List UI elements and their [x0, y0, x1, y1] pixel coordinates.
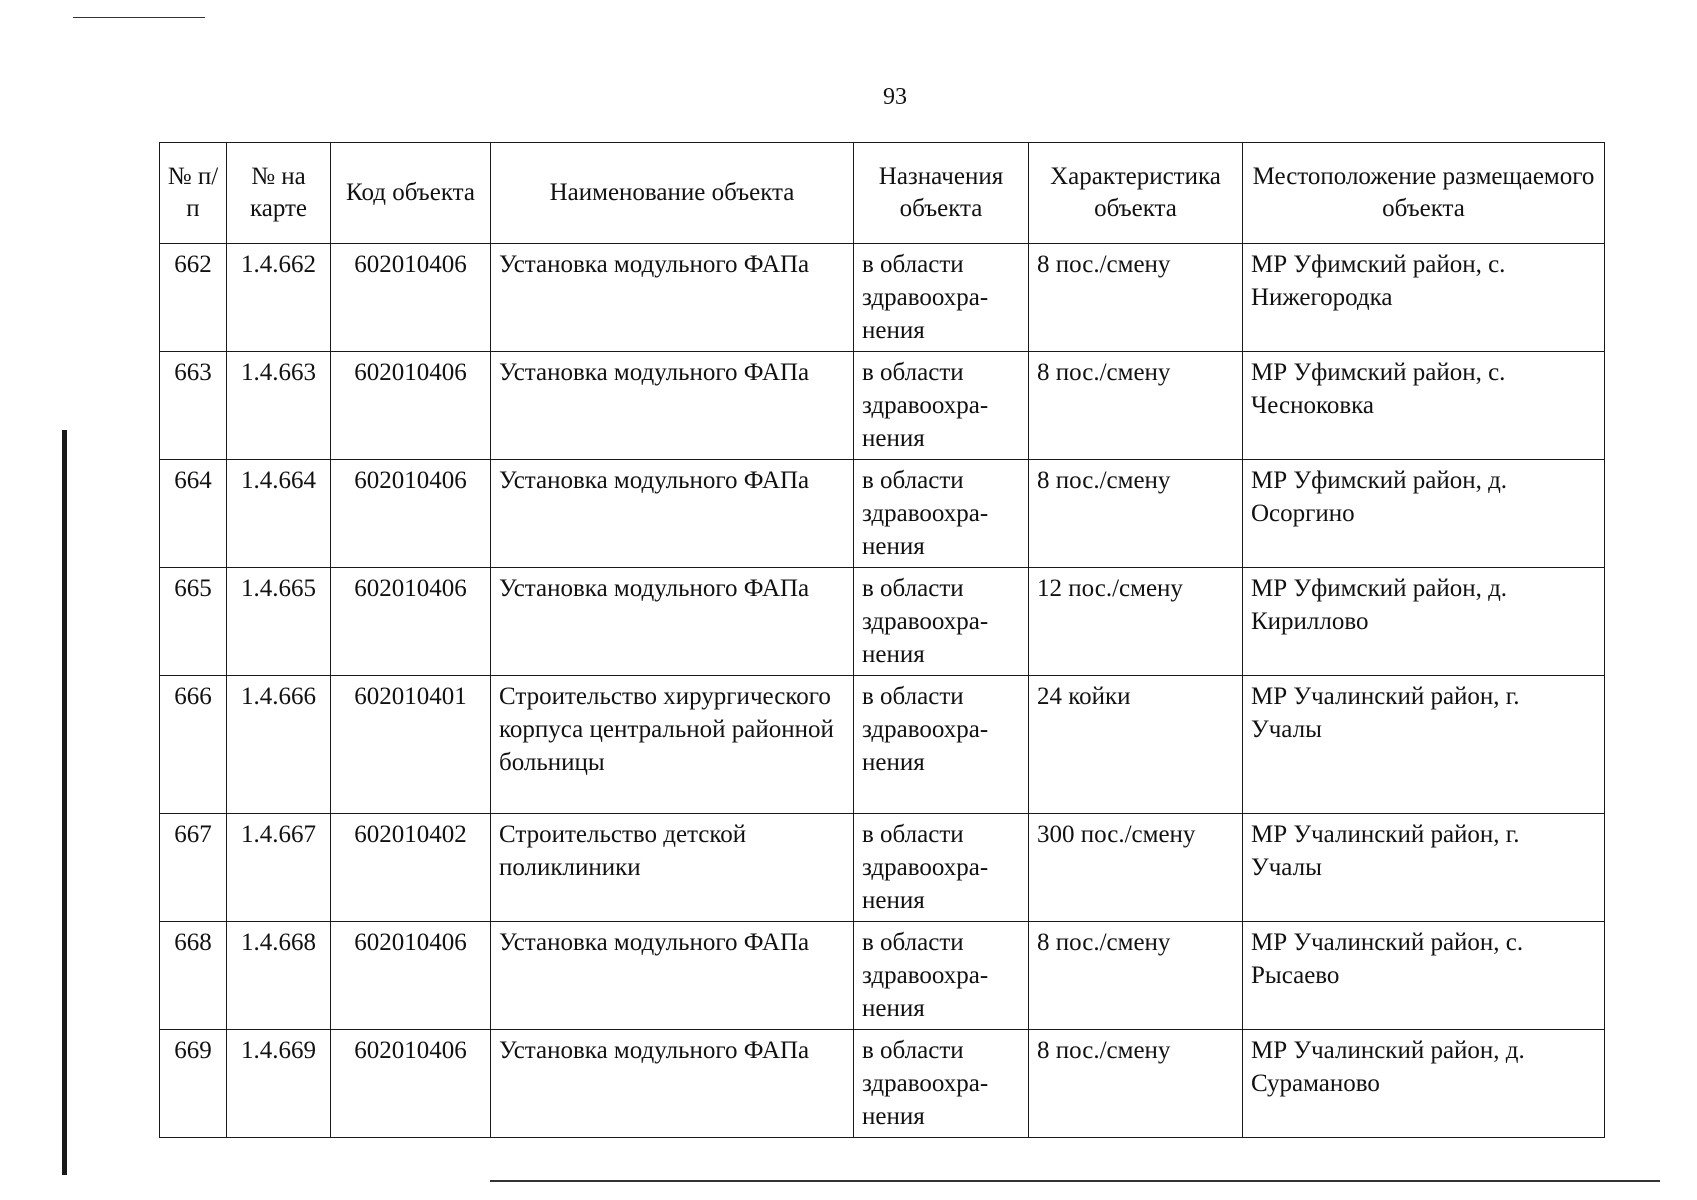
table-row: [160, 352, 1605, 460]
cell-location: МР Уфимский район, с. Нижегородка: [1243, 244, 1605, 352]
cell-num: 662: [160, 244, 227, 352]
header-location: Местоположение размещаемого объекта: [1243, 143, 1605, 244]
scan-bottom-rule: [490, 1180, 1660, 1182]
header-spec: Характеристика объекта: [1029, 143, 1243, 244]
table-row: [160, 568, 1605, 676]
cell-name: Строительство детской поликлиники: [491, 814, 854, 922]
cell-num: 668: [160, 922, 227, 1030]
cell-purpose: в области здравоохра-нения: [854, 244, 1029, 352]
cell-location: МР Учалинский район, д. Сураманово: [1243, 1030, 1605, 1138]
page-number: 93: [883, 84, 907, 110]
cell-code: 602010406: [331, 1030, 491, 1138]
cell-purpose: в области здравоохра-нения: [854, 676, 1029, 814]
scan-left-margin-line: [62, 430, 67, 1175]
header-code: Код объекта: [331, 143, 491, 244]
objects-table: [159, 142, 1605, 1138]
header-map-num: № на карте: [227, 143, 331, 244]
cell-map-num: 1.4.663: [227, 352, 331, 460]
table-row: [160, 1030, 1605, 1138]
header-name: Наименование объекта: [491, 143, 854, 244]
cell-num: 664: [160, 460, 227, 568]
cell-location: МР Уфимский район, д. Осоргино: [1243, 460, 1605, 568]
cell-code: 602010401: [331, 676, 491, 814]
cell-name: Установка модульного ФАПа: [491, 568, 854, 676]
cell-spec: 12 пос./смену: [1029, 568, 1243, 676]
cell-spec: 8 пос./смену: [1029, 922, 1243, 1030]
cell-purpose: в области здравоохра-нения: [854, 352, 1029, 460]
header-num: № п/п: [160, 143, 227, 244]
cell-num: 665: [160, 568, 227, 676]
cell-map-num: 1.4.665: [227, 568, 331, 676]
cell-map-num: 1.4.668: [227, 922, 331, 1030]
cell-name: Установка модульного ФАПа: [491, 244, 854, 352]
cell-location: МР Учалинский район, г. Учалы: [1243, 814, 1605, 922]
cell-name: Установка модульного ФАПа: [491, 352, 854, 460]
cell-name: Установка модульного ФАПа: [491, 922, 854, 1030]
cell-name: Установка модульного ФАПа: [491, 460, 854, 568]
cell-spec: 8 пос./смену: [1029, 352, 1243, 460]
cell-name: Установка модульного ФАПа: [491, 1030, 854, 1138]
cell-spec: 300 пос./смену: [1029, 814, 1243, 922]
cell-num: 669: [160, 1030, 227, 1138]
cell-name: Строительство хирургического корпуса центральной районной больницы: [491, 676, 854, 814]
cell-location: МР Учалинский район, с. Рысаево: [1243, 922, 1605, 1030]
cell-map-num: 1.4.664: [227, 460, 331, 568]
header-purpose: Назначения объекта: [854, 143, 1029, 244]
cell-purpose: в области здравоохра-нения: [854, 568, 1029, 676]
cell-spec: 24 койки: [1029, 676, 1243, 814]
cell-map-num: 1.4.667: [227, 814, 331, 922]
cell-code: 602010406: [331, 568, 491, 676]
table-row: [160, 814, 1605, 922]
cell-num: 667: [160, 814, 227, 922]
cell-num: 666: [160, 676, 227, 814]
cell-code: 602010406: [331, 244, 491, 352]
cell-map-num: 1.4.662: [227, 244, 331, 352]
table-row: [160, 922, 1605, 1030]
cell-map-num: 1.4.666: [227, 676, 331, 814]
cell-purpose: в области здравоохра-нения: [854, 460, 1029, 568]
table-row: [160, 676, 1605, 814]
cell-spec: 8 пос./смену: [1029, 244, 1243, 352]
cell-purpose: в области здравоохра-нения: [854, 922, 1029, 1030]
cell-code: 602010406: [331, 922, 491, 1030]
cell-code: 602010406: [331, 352, 491, 460]
scan-top-rule: [73, 17, 205, 18]
cell-spec: 8 пос./смену: [1029, 460, 1243, 568]
cell-location: МР Уфимский район, д. Кириллово: [1243, 568, 1605, 676]
table-row: [160, 460, 1605, 568]
cell-purpose: в области здравоохра-нения: [854, 1030, 1029, 1138]
cell-code: 602010402: [331, 814, 491, 922]
cell-purpose: в области здравоохра-нения: [854, 814, 1029, 922]
cell-map-num: 1.4.669: [227, 1030, 331, 1138]
cell-location: МР Уфимский район, с. Чесноковка: [1243, 352, 1605, 460]
cell-location: МР Учалинский район, г. Учалы: [1243, 676, 1605, 814]
table-row: [160, 244, 1605, 352]
cell-num: 663: [160, 352, 227, 460]
cell-code: 602010406: [331, 460, 491, 568]
table-header-row: [160, 143, 1605, 244]
cell-spec: 8 пос./смену: [1029, 1030, 1243, 1138]
